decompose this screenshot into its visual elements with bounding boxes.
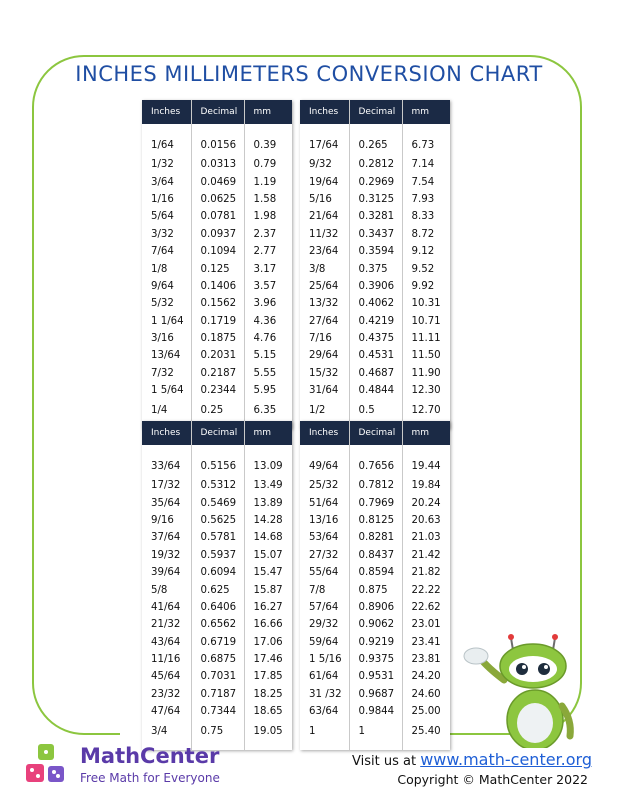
decimal-header: Decimal bbox=[191, 421, 244, 445]
inches-cell: 1 5/64 bbox=[151, 385, 184, 397]
conversion-table-1 bbox=[142, 100, 292, 429]
decimal-cell: 0.7344 bbox=[191, 703, 244, 720]
inches-cell: 13/64 bbox=[151, 350, 181, 362]
inches-cell: 57/64 bbox=[309, 601, 339, 613]
table-row bbox=[142, 512, 292, 529]
table-row bbox=[142, 686, 292, 703]
table-row bbox=[142, 445, 292, 477]
mm-cell: 16.66 bbox=[253, 619, 283, 631]
decimal-cell: 0.9062 bbox=[349, 616, 402, 633]
inches-cell: 3/16 bbox=[151, 333, 174, 345]
inches-cell: 49/64 bbox=[309, 460, 339, 472]
website-link[interactable]: www.math-center.org bbox=[420, 750, 592, 769]
decimal-cell: 0.0625 bbox=[191, 191, 244, 208]
table-row bbox=[300, 347, 450, 364]
table-row bbox=[300, 208, 450, 225]
mm-header: mm bbox=[244, 100, 292, 124]
inches-cell: 51/64 bbox=[309, 497, 339, 509]
inches-cell: 1/8 bbox=[151, 263, 168, 275]
mm-cell: 9.52 bbox=[411, 263, 435, 275]
decimal-cell: 0.25 bbox=[191, 399, 244, 429]
table-row bbox=[300, 243, 450, 260]
decimal-cell: 0.1406 bbox=[191, 278, 244, 295]
table-row bbox=[142, 260, 292, 277]
inches-cell: 41/64 bbox=[151, 601, 181, 613]
mm-cell: 7.54 bbox=[411, 176, 435, 188]
inches-cell: 17/32 bbox=[151, 480, 181, 492]
robot-mascot-illustration bbox=[458, 628, 608, 748]
inches-cell: 29/64 bbox=[309, 350, 339, 362]
table-row bbox=[142, 564, 292, 581]
decimal-cell: 0.6094 bbox=[191, 564, 244, 581]
inches-cell: 31 /32 bbox=[309, 688, 342, 700]
inches-cell: 11/32 bbox=[309, 228, 339, 240]
mm-cell: 3.96 bbox=[253, 298, 277, 310]
table-row bbox=[142, 547, 292, 564]
table-row bbox=[142, 208, 292, 225]
inches-header: Inches bbox=[142, 421, 191, 445]
decimal-cell: 0.4375 bbox=[349, 330, 402, 347]
table-row bbox=[300, 260, 450, 277]
inches-cell: 1 1/64 bbox=[151, 315, 184, 327]
mm-cell: 23.41 bbox=[411, 636, 441, 648]
mm-cell: 20.63 bbox=[411, 514, 441, 526]
table-row bbox=[142, 477, 292, 494]
mm-cell: 8.33 bbox=[411, 211, 435, 223]
inches-cell: 9/16 bbox=[151, 514, 174, 526]
decimal-cell: 0.7969 bbox=[349, 494, 402, 511]
inches-cell: 31/64 bbox=[309, 385, 339, 397]
decimal-cell: 0.9219 bbox=[349, 634, 402, 651]
table-row bbox=[300, 477, 450, 494]
mm-cell: 23.81 bbox=[411, 654, 441, 666]
table-row bbox=[300, 226, 450, 243]
inches-cell: 7/16 bbox=[309, 333, 332, 345]
table-row bbox=[300, 634, 450, 651]
table-row bbox=[142, 703, 292, 720]
inches-cell: 9/64 bbox=[151, 280, 174, 292]
table-row bbox=[142, 226, 292, 243]
table-row bbox=[142, 330, 292, 347]
mm-cell: 5.95 bbox=[253, 385, 277, 397]
decimal-cell: 0.2187 bbox=[191, 365, 244, 382]
brand-name: MathCenter bbox=[80, 744, 220, 768]
table-row bbox=[142, 651, 292, 668]
inches-cell: 25/64 bbox=[309, 280, 339, 292]
inches-cell: 17/64 bbox=[309, 139, 339, 151]
inches-cell: 21/32 bbox=[151, 619, 181, 631]
inches-cell: 45/64 bbox=[151, 671, 181, 683]
decimal-cell: 0.7187 bbox=[191, 686, 244, 703]
decimal-cell: 0.75 bbox=[191, 720, 244, 750]
decimal-cell: 0.6719 bbox=[191, 634, 244, 651]
inches-cell: 3/4 bbox=[151, 725, 168, 737]
table-row bbox=[300, 156, 450, 173]
decimal-cell: 0.5625 bbox=[191, 512, 244, 529]
conversion-table-2 bbox=[300, 100, 450, 429]
mm-cell: 1.58 bbox=[253, 193, 277, 205]
decimal-cell: 0.3281 bbox=[349, 208, 402, 225]
table-row bbox=[300, 581, 450, 598]
decimal-cell: 0.5 bbox=[349, 399, 402, 429]
table-row bbox=[300, 616, 450, 633]
page-title: INCHES MILLIMETERS CONVERSION CHART bbox=[75, 62, 543, 86]
mm-cell: 17.06 bbox=[253, 636, 283, 648]
inches-cell: 19/64 bbox=[309, 176, 339, 188]
mm-cell: 7.93 bbox=[411, 193, 435, 205]
mm-cell: 19.05 bbox=[253, 725, 283, 737]
inches-cell: 5/8 bbox=[151, 584, 168, 596]
decimal-cell: 0.3906 bbox=[349, 278, 402, 295]
decimal-cell: 0.0937 bbox=[191, 226, 244, 243]
mm-cell: 14.68 bbox=[253, 532, 283, 544]
inches-cell: 1/32 bbox=[151, 159, 174, 171]
decimal-cell: 0.8906 bbox=[349, 599, 402, 616]
inches-cell: 7/32 bbox=[151, 367, 174, 379]
table-row bbox=[142, 191, 292, 208]
inches-cell: 7/8 bbox=[309, 584, 326, 596]
inches-cell: 39/64 bbox=[151, 567, 181, 579]
table-row bbox=[300, 529, 450, 546]
mm-cell: 2.77 bbox=[253, 246, 277, 258]
table-row bbox=[300, 720, 450, 750]
mm-cell: 24.20 bbox=[411, 671, 441, 683]
inches-cell: 35/64 bbox=[151, 497, 181, 509]
conversion-table-3 bbox=[142, 421, 292, 750]
mm-cell: 10.31 bbox=[411, 298, 441, 310]
table-row bbox=[142, 295, 292, 312]
mm-cell: 1.19 bbox=[253, 176, 277, 188]
table-row bbox=[142, 494, 292, 511]
mm-cell: 14.28 bbox=[253, 514, 283, 526]
decimal-cell: 1 bbox=[349, 720, 402, 750]
decimal-cell: 0.2031 bbox=[191, 347, 244, 364]
table-row bbox=[142, 243, 292, 260]
inches-header: Inches bbox=[300, 421, 349, 445]
decimal-cell: 0.7656 bbox=[349, 445, 402, 477]
table-row bbox=[142, 529, 292, 546]
mm-cell: 18.25 bbox=[253, 688, 283, 700]
mm-cell: 15.47 bbox=[253, 567, 283, 579]
mm-cell: 21.42 bbox=[411, 549, 441, 561]
decimal-cell: 0.3594 bbox=[349, 243, 402, 260]
inches-cell: 1/64 bbox=[151, 139, 174, 151]
inches-cell: 27/64 bbox=[309, 315, 339, 327]
decimal-cell: 0.625 bbox=[191, 581, 244, 598]
inches-header: Inches bbox=[142, 100, 191, 124]
table-row bbox=[142, 581, 292, 598]
mm-cell: 15.87 bbox=[253, 584, 283, 596]
mathcenter-cubes-logo bbox=[22, 742, 72, 790]
table-row bbox=[300, 668, 450, 685]
inches-cell: 1/16 bbox=[151, 193, 174, 205]
decimal-cell: 0.0469 bbox=[191, 173, 244, 190]
mm-cell: 9.92 bbox=[411, 280, 435, 292]
mm-cell: 11.11 bbox=[411, 333, 441, 345]
inches-cell: 1 bbox=[309, 725, 316, 737]
mm-header: mm bbox=[244, 421, 292, 445]
decimal-cell: 0.5312 bbox=[191, 477, 244, 494]
table-row bbox=[142, 124, 292, 156]
mm-cell: 11.90 bbox=[411, 367, 441, 379]
inches-cell: 55/64 bbox=[309, 567, 339, 579]
inches-cell: 5/32 bbox=[151, 298, 174, 310]
table-row bbox=[300, 445, 450, 477]
decimal-cell: 0.5937 bbox=[191, 547, 244, 564]
decimal-cell: 0.1719 bbox=[191, 313, 244, 330]
table-row bbox=[300, 547, 450, 564]
mm-cell: 6.35 bbox=[253, 404, 277, 416]
inches-cell: 59/64 bbox=[309, 636, 339, 648]
mm-cell: 3.17 bbox=[253, 263, 277, 275]
decimal-cell: 0.9844 bbox=[349, 703, 402, 720]
table-row bbox=[142, 156, 292, 173]
table-row bbox=[142, 616, 292, 633]
decimal-cell: 0.4531 bbox=[349, 347, 402, 364]
decimal-cell: 0.5156 bbox=[191, 445, 244, 477]
mm-cell: 2.37 bbox=[253, 228, 277, 240]
copyright-text: Copyright © MathCenter 2022 bbox=[397, 772, 588, 787]
mm-cell: 7.14 bbox=[411, 159, 435, 171]
mm-cell: 22.62 bbox=[411, 601, 441, 613]
mm-cell: 12.70 bbox=[411, 404, 441, 416]
decimal-cell: 0.7812 bbox=[349, 477, 402, 494]
decimal-cell: 0.4219 bbox=[349, 313, 402, 330]
inches-cell: 5/16 bbox=[309, 193, 332, 205]
decimal-cell: 0.8594 bbox=[349, 564, 402, 581]
decimal-cell: 0.1094 bbox=[191, 243, 244, 260]
inches-cell: 33/64 bbox=[151, 460, 181, 472]
inches-cell: 21/64 bbox=[309, 211, 339, 223]
table-row bbox=[300, 278, 450, 295]
mm-cell: 17.85 bbox=[253, 671, 283, 683]
mm-cell: 25.40 bbox=[411, 725, 441, 737]
table-row bbox=[142, 634, 292, 651]
decimal-cell: 0.8125 bbox=[349, 512, 402, 529]
decimal-cell: 0.5469 bbox=[191, 494, 244, 511]
decimal-cell: 0.8437 bbox=[349, 547, 402, 564]
inches-cell: 7/64 bbox=[151, 246, 174, 258]
mm-cell: 13.09 bbox=[253, 460, 283, 472]
mm-cell: 4.76 bbox=[253, 333, 277, 345]
decimal-cell: 0.0781 bbox=[191, 208, 244, 225]
inches-cell: 37/64 bbox=[151, 532, 181, 544]
mm-cell: 19.84 bbox=[411, 480, 441, 492]
decimal-cell: 0.4062 bbox=[349, 295, 402, 312]
decimal-cell: 0.1875 bbox=[191, 330, 244, 347]
decimal-cell: 0.4687 bbox=[349, 365, 402, 382]
mm-cell: 13.49 bbox=[253, 480, 283, 492]
mm-cell: 25.00 bbox=[411, 706, 441, 718]
inches-cell: 43/64 bbox=[151, 636, 181, 648]
table-row bbox=[300, 124, 450, 156]
table-row bbox=[300, 564, 450, 581]
table-row bbox=[300, 173, 450, 190]
mm-header: mm bbox=[402, 421, 450, 445]
decimal-cell: 0.125 bbox=[191, 260, 244, 277]
conversion-table-4 bbox=[300, 421, 450, 750]
mm-cell: 16.27 bbox=[253, 601, 283, 613]
inches-cell: 9/32 bbox=[309, 159, 332, 171]
mm-cell: 24.60 bbox=[411, 688, 441, 700]
decimal-header: Decimal bbox=[349, 100, 402, 124]
table-row bbox=[142, 278, 292, 295]
inches-cell: 23/64 bbox=[309, 246, 339, 258]
decimal-cell: 0.9375 bbox=[349, 651, 402, 668]
inches-cell: 25/32 bbox=[309, 480, 339, 492]
visit-label: Visit us at bbox=[352, 754, 417, 769]
decimal-cell: 0.0156 bbox=[191, 124, 244, 156]
table-row bbox=[300, 313, 450, 330]
inches-cell: 61/64 bbox=[309, 671, 339, 683]
table-row bbox=[142, 599, 292, 616]
decimal-cell: 0.4844 bbox=[349, 382, 402, 399]
mm-cell: 4.36 bbox=[253, 315, 277, 327]
decimal-cell: 0.9531 bbox=[349, 668, 402, 685]
decimal-cell: 0.5781 bbox=[191, 529, 244, 546]
inches-header: Inches bbox=[300, 100, 349, 124]
table-row bbox=[300, 191, 450, 208]
table-row bbox=[300, 330, 450, 347]
inches-cell: 3/32 bbox=[151, 228, 174, 240]
decimal-header: Decimal bbox=[191, 100, 244, 124]
decimal-cell: 0.1562 bbox=[191, 295, 244, 312]
decimal-cell: 0.2969 bbox=[349, 173, 402, 190]
mm-cell: 17.46 bbox=[253, 654, 283, 666]
decimal-cell: 0.6875 bbox=[191, 651, 244, 668]
table-row bbox=[142, 173, 292, 190]
inches-cell: 5/64 bbox=[151, 211, 174, 223]
mm-cell: 5.15 bbox=[253, 350, 277, 362]
mm-cell: 6.73 bbox=[411, 139, 435, 151]
decimal-cell: 0.2344 bbox=[191, 382, 244, 399]
table-row bbox=[142, 347, 292, 364]
visit-line bbox=[352, 750, 592, 769]
decimal-header: Decimal bbox=[349, 421, 402, 445]
mm-cell: 5.55 bbox=[253, 367, 277, 379]
decimal-cell: 0.9687 bbox=[349, 686, 402, 703]
inches-cell: 11/16 bbox=[151, 654, 181, 666]
decimal-cell: 0.3437 bbox=[349, 226, 402, 243]
inches-cell: 13/16 bbox=[309, 514, 339, 526]
table-row bbox=[300, 295, 450, 312]
inches-cell: 29/32 bbox=[309, 619, 339, 631]
inches-cell: 23/32 bbox=[151, 688, 181, 700]
inches-cell: 27/32 bbox=[309, 549, 339, 561]
table-row bbox=[300, 365, 450, 382]
mm-cell: 8.72 bbox=[411, 228, 435, 240]
table-row bbox=[300, 686, 450, 703]
table-row bbox=[300, 703, 450, 720]
decimal-cell: 0.2812 bbox=[349, 156, 402, 173]
inches-cell: 1 5/16 bbox=[309, 654, 342, 666]
decimal-cell: 0.6406 bbox=[191, 599, 244, 616]
inches-cell: 63/64 bbox=[309, 706, 339, 718]
mm-cell: 3.57 bbox=[253, 280, 277, 292]
table-row bbox=[300, 651, 450, 668]
inches-cell: 3/8 bbox=[309, 263, 326, 275]
mm-cell: 20.24 bbox=[411, 497, 441, 509]
decimal-cell: 0.8281 bbox=[349, 529, 402, 546]
mm-cell: 15.07 bbox=[253, 549, 283, 561]
mm-cell: 22.22 bbox=[411, 584, 441, 596]
inches-cell: 1/4 bbox=[151, 404, 168, 416]
decimal-cell: 0.265 bbox=[349, 124, 402, 156]
mm-cell: 1.98 bbox=[253, 211, 277, 223]
decimal-cell: 0.7031 bbox=[191, 668, 244, 685]
inches-cell: 19/32 bbox=[151, 549, 181, 561]
table-row bbox=[300, 512, 450, 529]
mm-cell: 12.30 bbox=[411, 385, 441, 397]
inches-cell: 53/64 bbox=[309, 532, 339, 544]
mm-cell: 10.71 bbox=[411, 315, 441, 327]
mm-cell: 19.44 bbox=[411, 460, 441, 472]
mm-cell: 0.79 bbox=[253, 159, 277, 171]
inches-cell: 15/32 bbox=[309, 367, 339, 379]
inches-cell: 1/2 bbox=[309, 404, 326, 416]
mm-cell: 0.39 bbox=[253, 139, 277, 151]
table-row bbox=[142, 668, 292, 685]
mm-cell: 21.82 bbox=[411, 567, 441, 579]
decimal-cell: 0.3125 bbox=[349, 191, 402, 208]
mm-cell: 13.89 bbox=[253, 497, 283, 509]
inches-cell: 13/32 bbox=[309, 298, 339, 310]
table-row bbox=[142, 313, 292, 330]
table-row bbox=[142, 365, 292, 382]
table-row bbox=[300, 382, 450, 399]
decimal-cell: 0.0313 bbox=[191, 156, 244, 173]
inches-cell: 3/64 bbox=[151, 176, 174, 188]
mm-cell: 11.50 bbox=[411, 350, 441, 362]
table-row bbox=[142, 382, 292, 399]
inches-cell: 47/64 bbox=[151, 706, 181, 718]
decimal-cell: 0.875 bbox=[349, 581, 402, 598]
decimal-cell: 0.375 bbox=[349, 260, 402, 277]
mm-cell: 18.65 bbox=[253, 706, 283, 718]
decimal-cell: 0.6562 bbox=[191, 616, 244, 633]
mm-header: mm bbox=[402, 100, 450, 124]
table-row bbox=[300, 599, 450, 616]
brand-tagline: Free Math for Everyone bbox=[80, 771, 220, 785]
mm-cell: 9.12 bbox=[411, 246, 435, 258]
mm-cell: 23.01 bbox=[411, 619, 441, 631]
table-row bbox=[300, 494, 450, 511]
mm-cell: 21.03 bbox=[411, 532, 441, 544]
